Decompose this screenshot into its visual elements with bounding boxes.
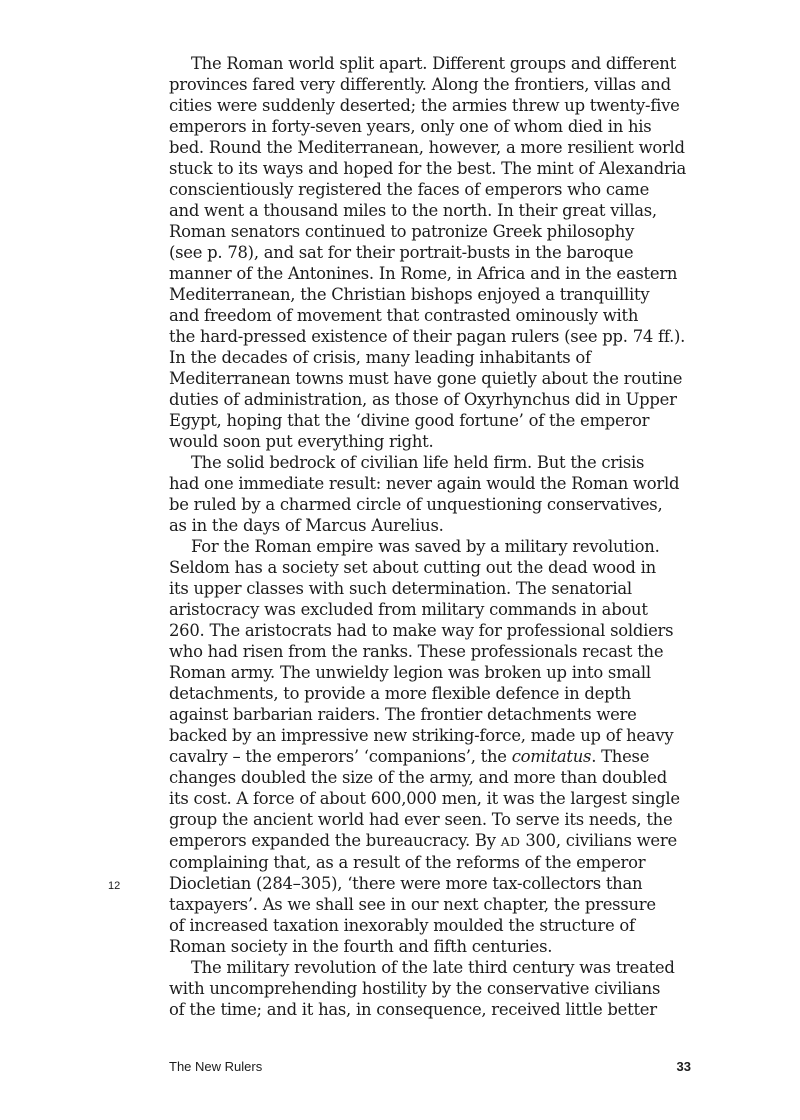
body-text — [169, 53, 689, 1020]
paragraph — [169, 452, 689, 536]
page-number: 33 — [676, 1059, 691, 1074]
paragraph — [169, 536, 689, 957]
text-run: The military revolution of the late third century was treated with uncomprehending hostility by the conservative civilians of the time; and it has, in consequence, received little better — [169, 958, 675, 1019]
text-run: The Roman world split apart. Different groups and different provinces fared very differently. Along the frontiers, villas and cities were suddenly deserted; the armies threw up twenty-five emperors in forty-seven years, only one of whom died in his bed. Round the Mediterranean, however, a more resilient world stuck to its ways and hoped for the best. The mint of Alexandria conscientiously registered the faces of emperors who came and went a thousand miles to the north. In their great villas, Roman senators continued to patronize Greek philosophy (see p. 78), and sat for their portrait-busts in the baroque manner of the Antonines. In Rome, in Africa and in the eastern Mediterranean, the Christian bishops enjoyed a tranquillity and freedom of movement that contrasted ominously with the hard-pressed existence of their pagan rulers (see pp. 74 ff.). In the decades of crisis, many leading inhabitants of Mediterranean towns must have gone quietly about the routine duties of administration, as those of Oxyrhynchus did in Upper Egypt, hoping that the ‘divine good fortune’ of the emperor would soon put everything right. — [169, 54, 687, 451]
margin-note-number: 12 — [108, 880, 121, 892]
text-run: For the Roman empire was saved by a military revolution. Seldom has a society set about cutting out the dead wood in its upper classes with such determination. The senatorial aristocracy was excluded from military commands in about 260. The aristocrats had to make way for professional soldiers who had risen from the ranks. These professionals recast the Roman army. The unwieldy legion was broken up into small detachments, to provide a more flexible defence in depth against barbarian raiders. The frontier detachments were backed by an impressive new striking-force, made up of heavy cavalry – the emperors’ ‘companions’, the — [169, 537, 674, 766]
paragraph — [169, 53, 689, 452]
text-run: The solid bedrock of civilian life held firm. But the crisis had one immediate result: never again would the Roman world be ruled by a charmed circle of unquestioning conservatives, as in the days of Marcus Aurelius. — [169, 453, 680, 535]
text-run: 300, civilians were complaining that, as a result of the reforms of the emperor Diocletian (284–305), ‘there were more tax-collectors than taxpayers’. As we shall see in our next chapter, the pressure of increased taxation inexorably moulded the structure of Roman society in the fourth and fifth centuries. — [169, 831, 677, 956]
text-run: . These changes doubled the size of the army, and more than doubled its cost. A force of about 600,000 men, it was the largest single group the ancient world had ever seen. To serve its needs, the emperors expanded the bureaucracy. By — [169, 747, 680, 850]
running-footer-title: The New Rulers — [169, 1059, 263, 1074]
small-caps-text: AD — [500, 834, 521, 849]
italic-term: comitatus — [511, 747, 592, 766]
paragraph — [169, 957, 689, 1020]
